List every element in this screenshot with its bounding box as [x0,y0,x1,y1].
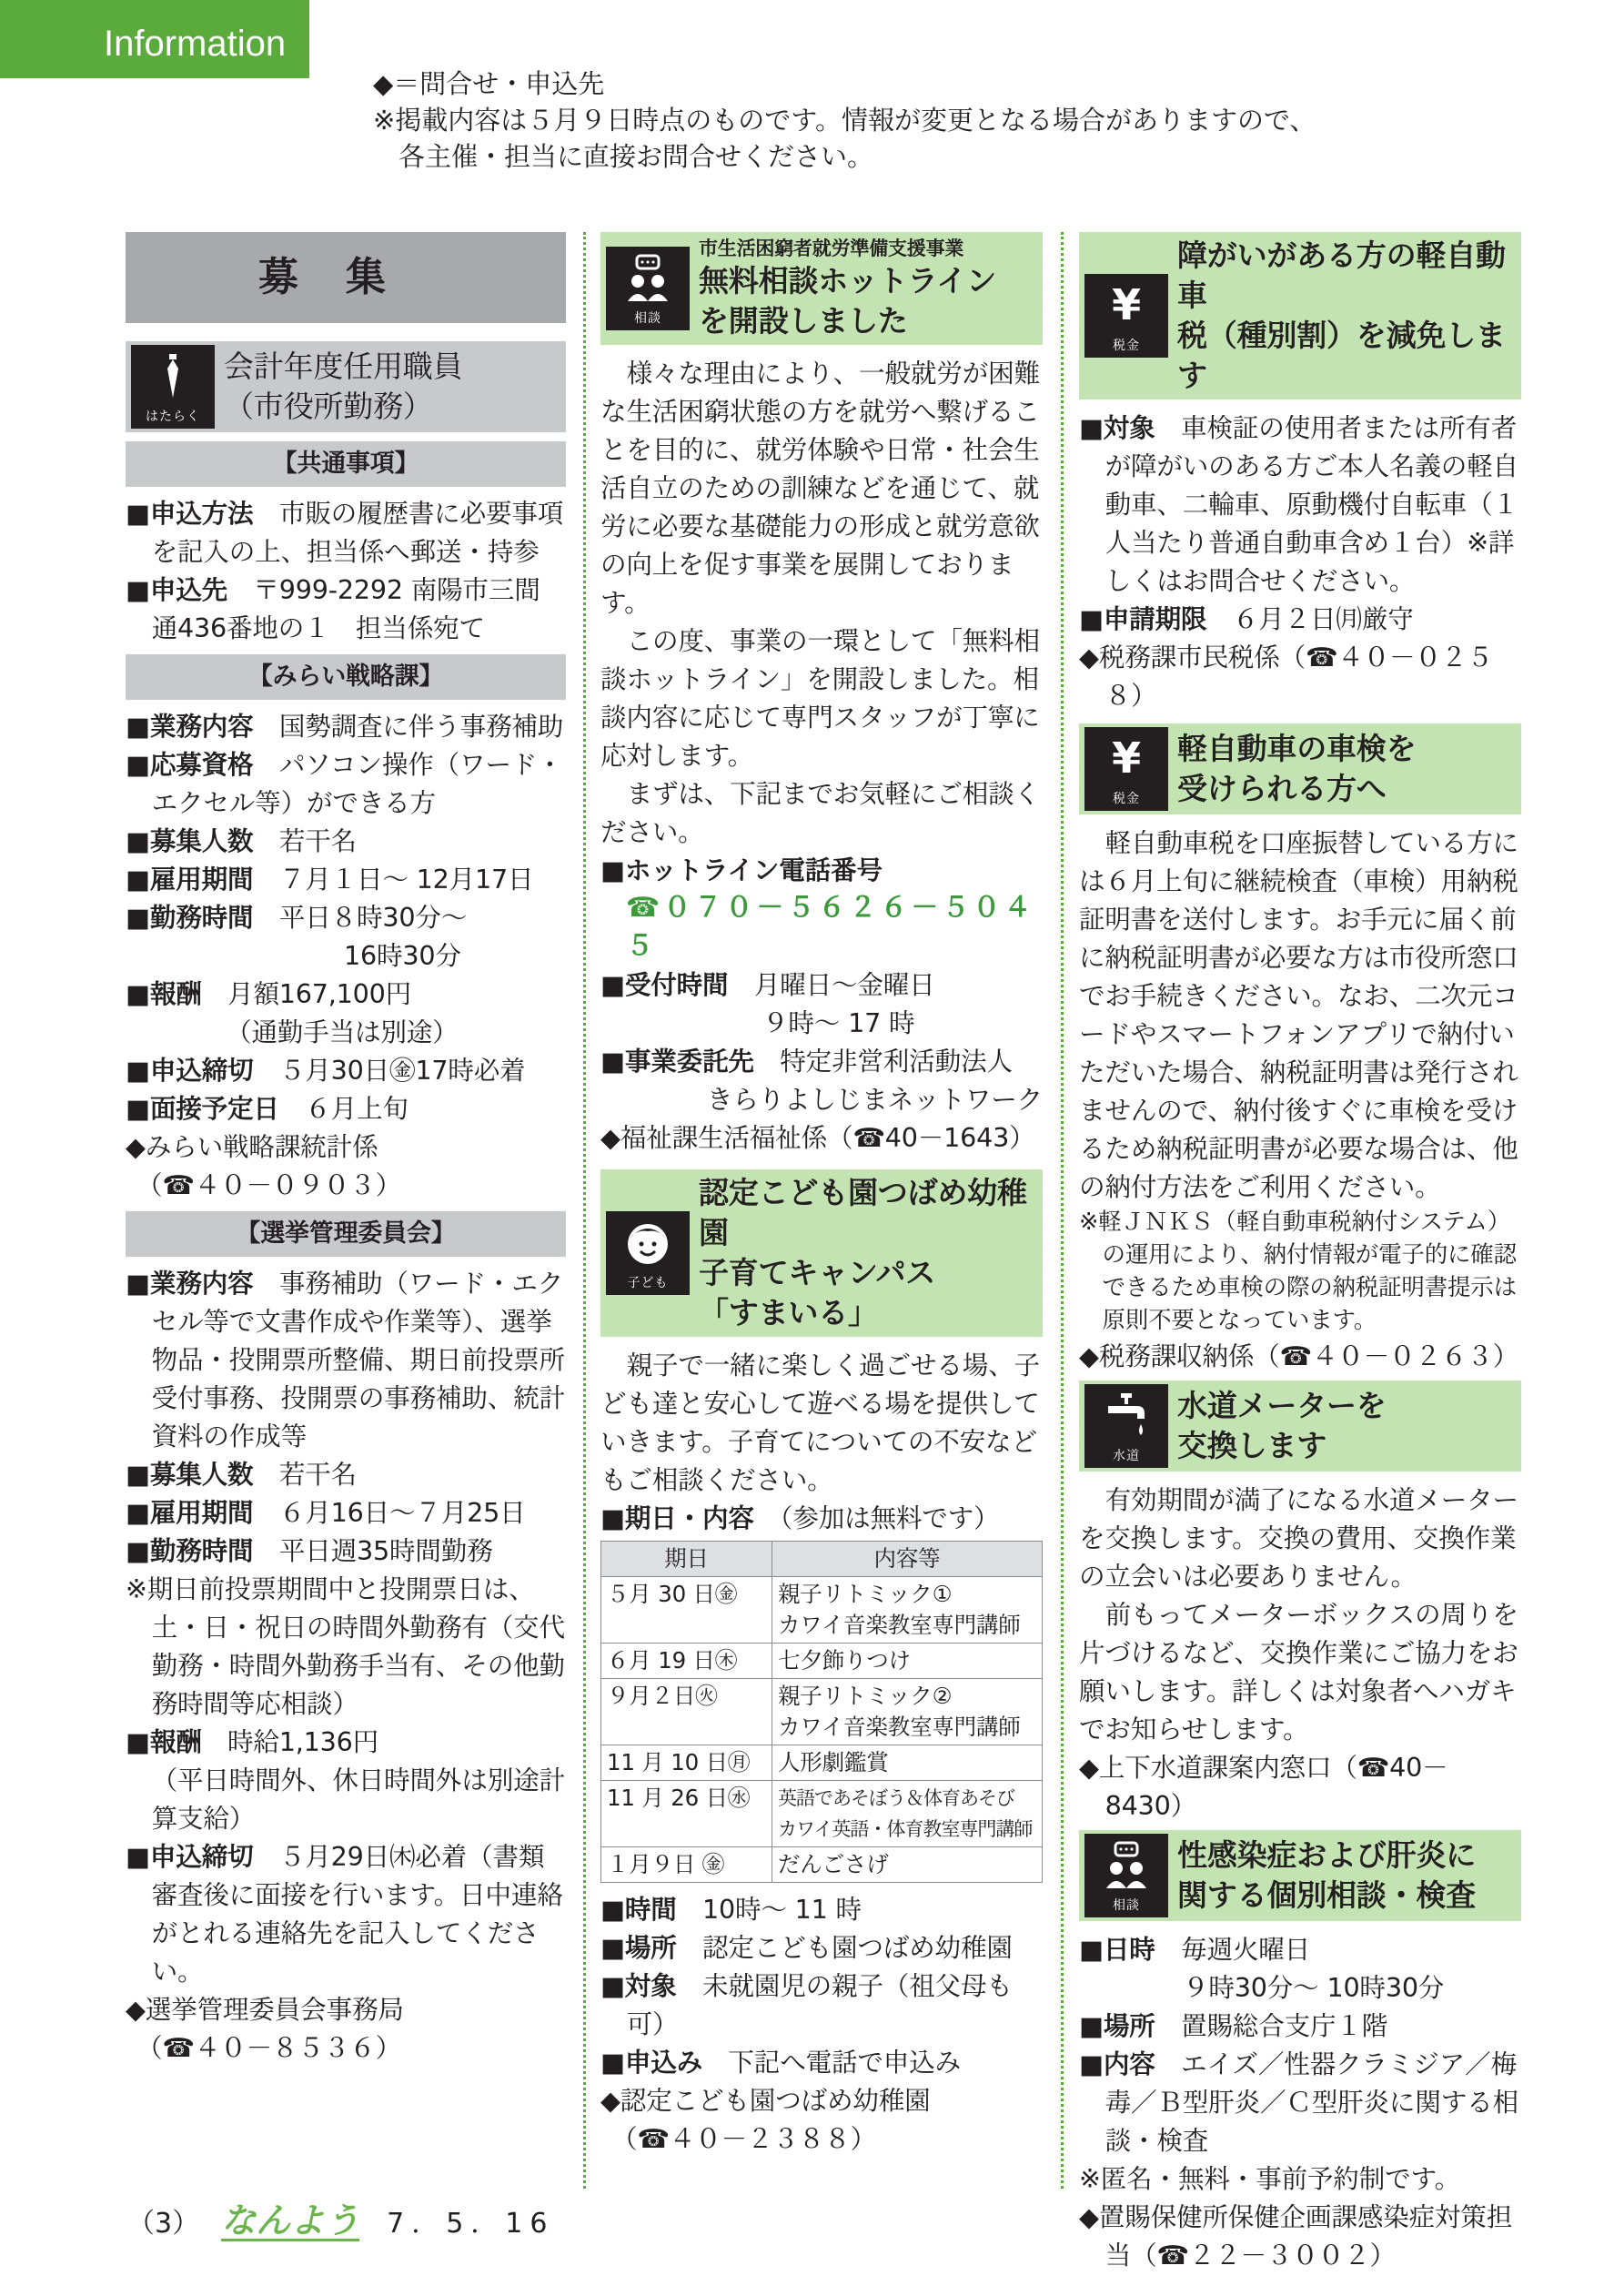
hotline-heading [600,232,1043,345]
faucet-icon: 水道 [1084,1384,1168,1468]
tax1-heading [1079,232,1521,400]
list-item-cont: ９時～ 17 時 [762,1007,915,1038]
yen-icon: ¥ 税金 [1084,727,1168,811]
legend: ◆＝問合せ・申込先 [373,68,605,99]
common-bar: 【共通事項】 [126,441,566,487]
list-item: ■業務内容 国勢調査に伴う事務補助 [126,711,564,742]
contact-tel: （☎４０－０９０３） [136,1169,401,1200]
nanyo-logo: なんよう [221,2200,360,2240]
health-title: 関する個別相談・検査 [1177,1877,1477,1913]
column-divider [1061,232,1064,2189]
notice-line: ※掲載内容は５月９日時点のものです。情報が変更となる場合がありますので、 [373,105,1316,136]
contact: ◆認定こども園つばめ幼稚園 [600,2085,931,2116]
health-heading [1079,1830,1521,1921]
svg-text:¥: ¥ [1112,280,1141,329]
job-subtitle: （市役所勤務） [224,389,433,424]
tax1-title: 税（種別割）を減免します [1177,318,1506,393]
contact: ◆税務課市民税係（☎４０－０２５８） [1079,642,1493,711]
list-item: ■申込締切 ５月29日㈭必着（書類審査後に面接を行います。日中連絡がとれる連絡先を記入してください。 [126,1841,563,1987]
table-row: ９月２日㊋ 親子リトミック② カワイ音楽教室専門講師 [601,1679,1043,1745]
column-right [1079,232,1521,2271]
list-item-cont: きらりよしじまネットワーク [706,1084,1043,1115]
list-item: ■期日・内容 （参加は無料です） [600,1502,1000,1533]
list-item: ■対象 車検証の使用者または所有者が障がいのある方ご本人名義の軽自動車、二輪車、原動機付自転車（１人当たり普通自動車含め１台）※詳しくはお問合せください。 [1079,412,1518,596]
list-item: ■内容 エイズ／性器クラミジア／梅毒／Ｂ型肝炎／Ｃ型肝炎に関する相談・検査 [1079,2048,1518,2156]
list-item: ■勤務時間 平日週35時間勤務 [126,1535,493,1566]
yen-icon: ¥ 税金 [1084,274,1168,358]
job-heading [126,341,566,432]
recruit-banner: 募集 [126,232,566,323]
list-item: ■報酬 時給1,136円 [126,1726,379,1757]
consult-icon: 相談 [1084,1834,1168,1917]
hotline-tel-number: ☎０７０－５６２６－５０４５ [626,892,1035,962]
list-item: ■事業委託先 特定非営利活動法人 [600,1046,1013,1077]
kodomo-heading [600,1169,1043,1337]
list-item: ■募集人数 若干名 [126,1459,357,1490]
tax2-heading [1079,723,1521,814]
paragraph: 様々な理由により、一般就労が困難な生活困窮状態の方を就労へ繋げることを目的に、就労体験や日常・社会生活自立のための訓練などを通じて、就労に必要な基礎能力の形成と就労意欲の向上を促す事業を展開しております。 [600,358,1040,618]
list-item: ■場所 置賜総合支庁１階 [1079,2010,1388,2041]
table-header: 内容等 [772,1542,1043,1577]
list-item: ■場所 認定こども園つばめ幼稚園 [600,1932,1013,1963]
contact: ◆みらい戦略課統計係 [126,1131,378,1162]
note: ※期日前投票期間中と投開票日は、土・日・祝日の時間外勤務有（交代勤務・時間外勤務手当有、その他勤務時間等応相談） [126,1573,565,1719]
contact-tel: （☎４０－２３８８） [611,2123,876,2154]
page-number: （3） [127,2208,200,2240]
list-item: ■申込締切 ５月30日㊎17時必着 [126,1055,526,1086]
paragraph: この度、事業の一環として「無料相談ホットライン」を開設しました。相談内容に応じて専門スタッフが丁寧に応対します。 [600,625,1040,771]
table-row: ５月 30 日㊎ 親子リトミック① カワイ音楽教室専門講師 [601,1577,1043,1644]
issue-date: 7．5．16 [387,2208,555,2240]
table-row: ６月 19 日㊍ 七夕飾りつけ [601,1644,1043,1679]
list-item: ■募集人数 若干名 [126,825,357,856]
column-divider [583,232,586,2189]
list-item: ■業務内容 事務補助（ワード・エクセル等で文書作成や作業等）、選挙物品・投開票所整備、期日前投票所受付事務、投開票の事務補助、統計資料の作成等 [126,1268,565,1451]
paragraph: 軽自動車税を口座振替している方には６月上旬に継続検査（車検）用納税証明書を送付します。お手元に届く前に納税証明書が必要な方は市役所窓口でお手続きください。なお、二次元コードやスマートフォンアプリで納付いただいた場合、納税証明書は発行されませんので、納付後すぐに車検を受けるため納税証明書が必要な場合は、他の納付方法をご利用ください。 [1079,827,1518,1202]
list-item: ■勤務時間 平日８時30分～ [126,902,468,933]
footer [127,2200,554,2241]
paragraph: 有効期間が満了になる水道メーターを交換します。交換の費用、交換作業の立会いは必要ありません。 [1079,1484,1518,1592]
job-title: 会計年度任用職員 [224,349,463,384]
list-item: ■受付時間 月曜日～金曜日 [600,969,935,1000]
list-item: ■時間 10時～ 11 時 [600,1894,862,1925]
tax2-title: 受けられる方へ [1177,771,1387,806]
hotline-title: を開設しました [699,303,908,339]
contact: ◆税務課収納係（☎４０－０２６３） [1079,1340,1519,1371]
water-heading [1079,1381,1521,1472]
kodomo-title: 「すまいる」 [699,1295,878,1330]
hotline-tel-label: ■ホットライン電話番号 [600,855,883,885]
child-icon: 子ども [606,1211,690,1295]
contact: ◆選挙管理委員会事務局 [126,1994,404,2025]
tax2-title: 軽自動車の車検を [1177,731,1417,766]
notice-line: 各主催・担当に直接お問合せください。 [398,141,874,172]
list-item: ■応募資格 パソコン操作（ワード・エクセル等）ができる方 [126,749,563,818]
list-item: ■申込み 下記へ電話で申込み [600,2047,961,2078]
list-item-cont: （通勤手当は別途） [226,1017,459,1047]
table-row: 11 月 26 日㊌ 英語であそぼう＆体育あそび カワイ英語・体育教室専門講師 [601,1781,1043,1847]
list-item: ■申込先 〒999-2292 南陽市三間通436番地の１ 担当係宛て [126,574,540,643]
paragraph: まずは、下記までお気軽にご相談ください。 [600,778,1040,847]
tax1-title: 障がいがある方の軽自動車 [1177,238,1506,313]
table-row: 11 月 10 日㊊ 人形劇鑑賞 [601,1745,1043,1781]
table-row: １月９日 ㊎ だんごさげ [601,1847,1043,1883]
senkyo-bar: 【選挙管理委員会】 [126,1211,566,1257]
list-item-cont: （平日時間外、休日時間外は別途計算支給） [151,1765,565,1834]
section-tab: Information [0,0,309,78]
health-title: 性感染症および肝炎に [1177,1837,1476,1873]
list-item: ■申込方法 市販の履歴書に必要事項を記入の上、担当係へ郵送・持参 [126,498,564,567]
hotline-title: 無料相談ホットライン [699,263,997,298]
paragraph: 親子で一緒に楽しく過ごせる場、子ども達と安心して遊べる場を提供していきます。子育てについての不安などもご相談ください。 [600,1350,1040,1495]
list-item: ■面接予定日 ６月上旬 [126,1093,409,1124]
table-header: 期日 [601,1542,772,1577]
list-item: ■雇用期間 ６月16日～７月25日 [126,1497,526,1528]
work-icon: はたらく [131,345,215,429]
kodomo-title: 認定こども園つばめ幼稚園 [699,1175,1027,1250]
list-item: ■報酬 月額167,100円 [126,978,412,1009]
schedule-table [600,1541,1043,1883]
intro-notice [373,66,1556,175]
list-item: ■日時 毎週火曜日 [1079,1934,1310,1965]
list-item: ■対象 未就園児の親子（祖父母も可） [600,1970,1013,2039]
list-item-cont: 16時30分 [344,940,461,971]
water-title: 交換します [1177,1428,1327,1463]
paragraph: 前もってメーターボックスの周りを片づけるなど、交換作業にご協力をお願いします。詳しくは対象者へハガキでお知らせします。 [1079,1599,1518,1745]
contact: ◆上下水道課案内窓口（☎40－8430） [1079,1752,1448,1821]
mirai-bar: 【みらい戦略課】 [126,654,566,700]
note: ※匿名・無料・事前予約制です。 [1079,2163,1460,2194]
hotline-subtitle: 市生活困窮者就労準備支援事業 [699,238,964,259]
note: ※軽ＪＮＫＳ（軽自動車税納付システム）の運用により、納付情報が電子的に確認できるため車検の際の納税証明書提示は原則不要となっています。 [1079,1209,1517,1334]
contact-tel: （☎４０－８５３６） [136,2032,401,2063]
list-item: ■申請期限 ６月２日㈪厳守 [1079,603,1414,634]
consult-icon: 相談 [606,247,690,330]
water-title: 水道メーターを [1177,1388,1387,1423]
contact: ◆福祉課生活福祉係（☎40－1643） [600,1122,1035,1153]
contact: ◆置賜保健所保健企画課感染症対策担当（☎２２－３００２） [1079,2201,1513,2271]
list-item: ■雇用期間 ７月１日～ 12月17日 [126,864,534,895]
kodomo-title: 子育てキャンパス [699,1255,936,1290]
column-recruit [126,232,566,2189]
svg-text:¥: ¥ [1112,733,1141,783]
list-item-cont: ９時30分～ 10時30分 [1183,1972,1445,2003]
column-middle [600,232,1043,2189]
